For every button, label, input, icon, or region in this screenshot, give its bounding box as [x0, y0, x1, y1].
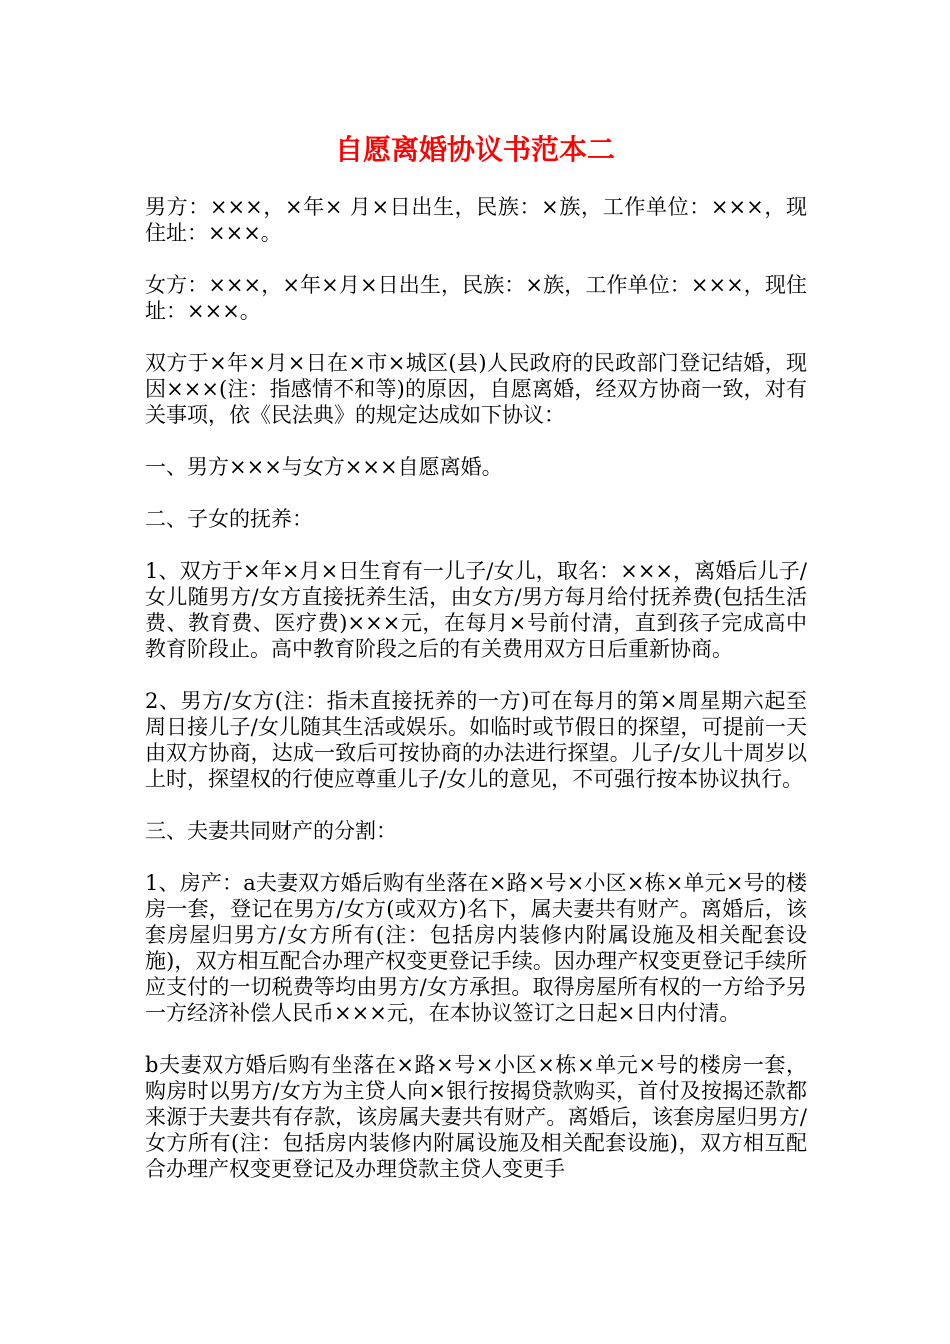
clause-1-paragraph: 一、男方×××与女方×××自愿离婚。 [145, 455, 503, 479]
clause-2-item-1-paragraph: 1、双方于×年×月×日生育有一儿子/女儿，取名：×××，离婚后儿子/女儿随男方/女方直接抚养生活，由女方/男方每月给付抚养费(包括生活费、教育费、医疗费)×××元，在每月×号前付清，直到孩子完成高中教育阶段止。高中教育阶段之后的有关费用双方日后重新协商。 [145, 559, 807, 661]
document-title: 自愿离婚协议书范本二 [334, 133, 615, 166]
party-male-paragraph: 男方：×××，×年× 月×日出生，民族：×族，工作单位：×××，现住址：×××。 [145, 195, 807, 245]
clause-3-heading: 三、夫妻共同财产的分割： [145, 819, 397, 843]
clause-2-heading: 二、子女的抚养： [145, 507, 313, 531]
document-body [145, 194, 807, 1182]
preamble-paragraph: 双方于×年×月×日在×市×城区(县)人民政府的民政部门登记结婚，现因×××(注：指感情不和等)的原因，自愿离婚，经双方协商一致，对有关事项，依《民法典》的规定达成如下协议： [145, 351, 807, 427]
clause-2-item-2-paragraph: 2、男方/女方(注：指未直接抚养的一方)可在每月的第×周星期六起至周日接儿子/女儿随其生活或娱乐。如临时或节假日的探望，可提前一天由双方协商，达成一致后可按协商的办法进行探望。儿子/女儿十周岁以上时，探望权的行使应尊重儿子/女儿的意见，不可强行按本协议执行。 [145, 689, 807, 791]
clause-3-item-1b-paragraph: b夫妻双方婚后购有坐落在×路×号×小区×栋×单元×号的楼房一套，购房时以男方/女方为主贷人向×银行按揭贷款购买，首付及按揭还款都来源于夫妻共有存款，该房属夫妻共有财产。离婚后，该套房屋归男方/女方所有(注：包括房内装修内附属设施及相关配套设施)，双方相互配合办理产权变更登记及办理贷款主贷人变更手 [145, 1053, 807, 1181]
clause-3-item-1a-paragraph: 1、房产：a夫妻双方婚后购有坐落在×路×号×小区×栋×单元×号的楼房一套，登记在男方/女方(或双方)名下，属夫妻共有财产。离婚后，该套房屋归男方/女方所有(注：包括房内装修内附属设施及相关配套设施)，双方相互配合办理产权变更登记手续。因办理产权变更登记手续所应支付的一切税费等均由男方/女方承担。取得房屋所有权的一方给予另一方经济补偿人民币×××元，在本协议签订之日起×日内付清。 [145, 871, 807, 1025]
party-female-paragraph: 女方：×××，×年×月×日出生，民族：×族，工作单位：×××，现住址：×××。 [145, 273, 807, 323]
